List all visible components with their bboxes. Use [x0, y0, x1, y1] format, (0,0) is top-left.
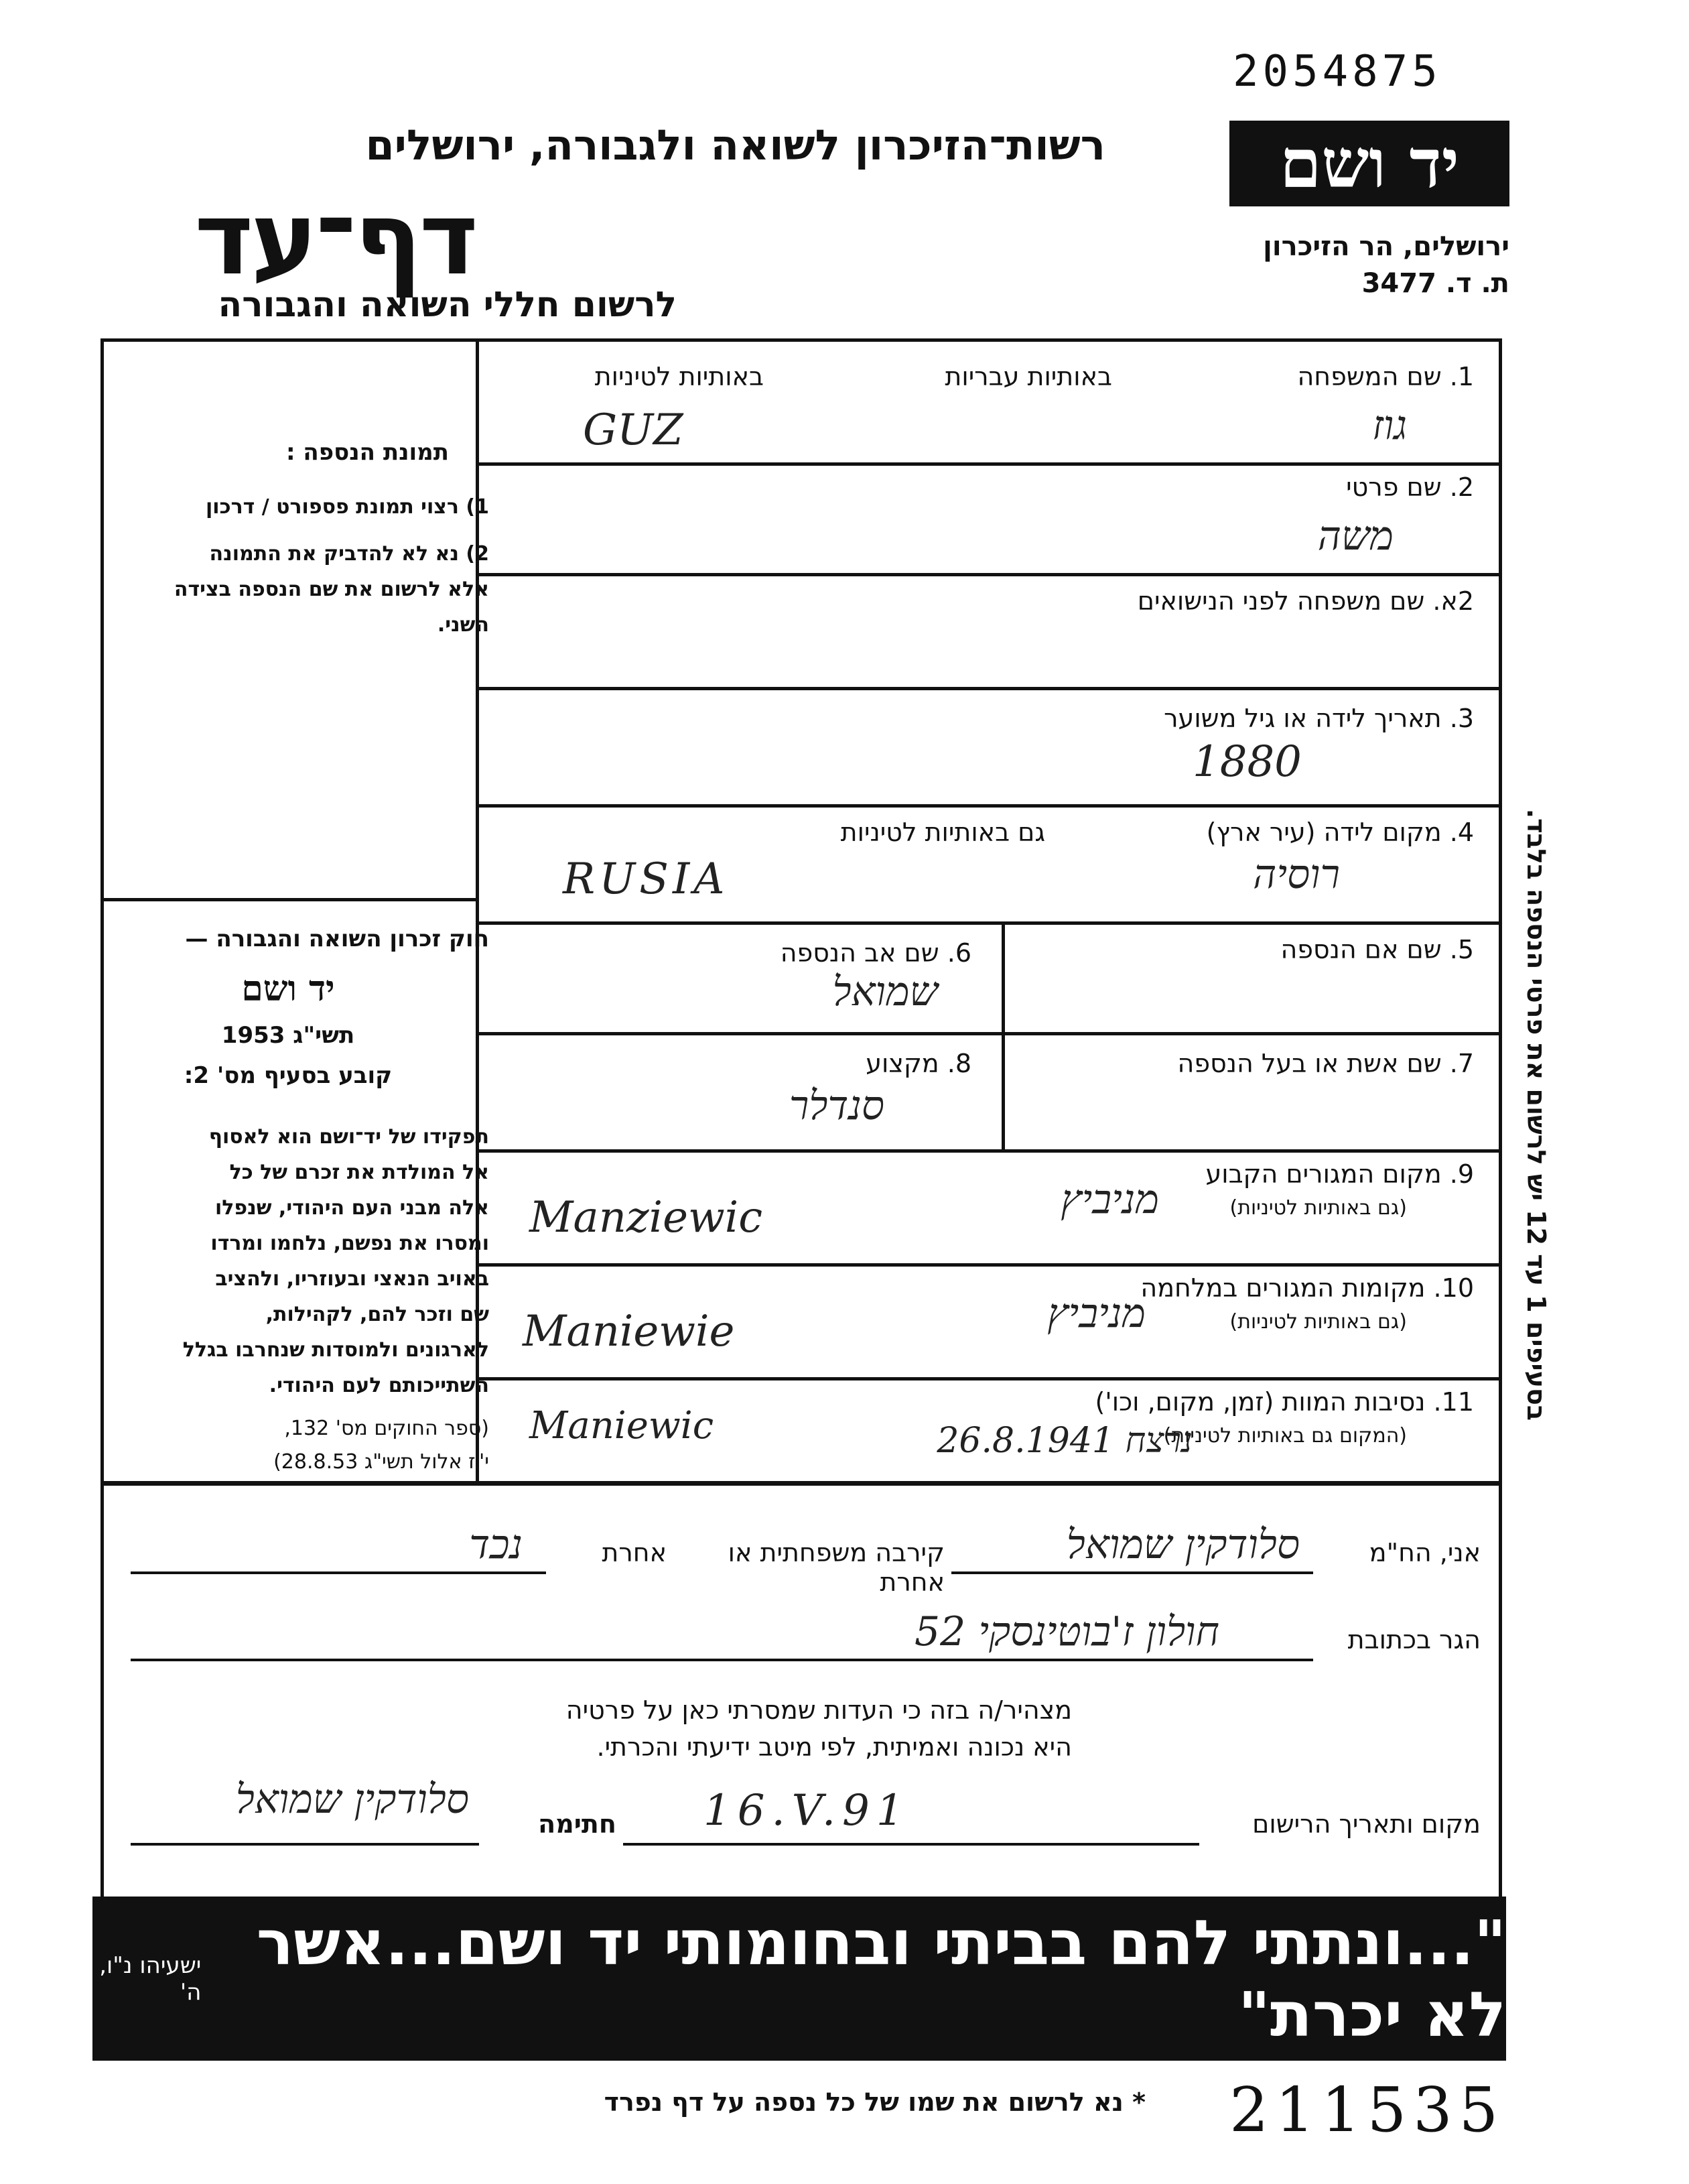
signature-label: חתימה: [538, 1809, 616, 1839]
row-line: [476, 1377, 1502, 1380]
field-1-hebrew-header: באותיות עבריות: [945, 362, 1112, 391]
row-line: [476, 921, 1502, 925]
law-body-8: השתייכותם לעם היהודי.: [269, 1374, 489, 1397]
field-2-label: 2. שם פרטי: [1346, 472, 1474, 502]
row-line: [476, 687, 1502, 690]
relation-line: [131, 1571, 546, 1574]
row-line: [476, 462, 1502, 466]
left-panel-divider: [100, 898, 477, 901]
law-body-3: אלה מבני העם היהודי, שנפלו: [214, 1196, 489, 1220]
law-line-3: תשי"ג 1953: [221, 1022, 355, 1049]
law-body-6: שם וזכר להם, לקהילות,: [265, 1303, 489, 1326]
row-line: [476, 1149, 1502, 1153]
photo-item-2-line2: אלא לרשום את שם הנספה בצידה: [174, 578, 489, 601]
field-4-label: 4. מקום לידה (עיר ארץ): [1206, 818, 1474, 847]
field-11-label: 11. נסיבות המוות (זמן, מקום, וכו'): [1095, 1387, 1474, 1417]
address-label: הגר בכתובת: [1347, 1625, 1481, 1655]
field-5-label: 5. שם אם הנספה: [1280, 935, 1474, 964]
statement-line-1: מצהיר/ה בזה כי העדות שמסרתי כאן על פרטיה: [565, 1695, 1072, 1725]
law-ref-1: (ספר החוקים מס' 132,: [284, 1417, 489, 1440]
serial-number-top: 2054875: [1233, 47, 1442, 97]
field-9-sub: (גם באותיות לטיניות): [1229, 1196, 1407, 1220]
field-8-label: 8. מקצוע: [866, 1049, 971, 1078]
declarant-value[interactable]: סלודקין שמואל: [1066, 1521, 1300, 1568]
field-1-value-latin[interactable]: GUZ: [583, 405, 683, 455]
law-line-2: יד ושם: [241, 968, 335, 1009]
declarant-label: אני, הח"מ: [1369, 1538, 1481, 1567]
authority-title: רשות־הזיכרון לשואה ולגבורה, ירושלים: [365, 121, 1105, 170]
row-line: [476, 573, 1502, 576]
form-title: דף־עד: [194, 181, 476, 298]
address-line: [131, 1659, 1313, 1661]
field-1-value-hebrew[interactable]: גוז: [1372, 402, 1407, 449]
side-note-wrap: [1511, 730, 1551, 1421]
place-date-line: [623, 1843, 1199, 1846]
field-10-sub: (גם באותיות לטיניות): [1229, 1310, 1407, 1334]
field-11-value-latin[interactable]: Maniewic: [529, 1404, 714, 1448]
declarant-line: [951, 1571, 1313, 1574]
field-11-value-hebrew[interactable]: נרצח 26.8.1941: [937, 1421, 1193, 1461]
split-divider: [1002, 921, 1005, 1153]
field-2-value[interactable]: משה: [1317, 513, 1394, 560]
signature-value[interactable]: סלודקין שמואל: [235, 1776, 469, 1823]
field-10-value-hebrew[interactable]: מניביץ: [1047, 1290, 1146, 1337]
banner-quote: "...ונתתי להם בביתי ובחומותי יד ושם...אשר לא יכרת": [256, 1907, 1506, 2051]
photo-item-1: 1) רצוי תמונת פספורט / דרכון: [205, 495, 489, 519]
banner-source: ישעיהו נ"ו, ה': [99, 1951, 202, 2006]
side-note: בסעיפים 1 עד 12 יש לרשום את פרטי הנספה בלבד.: [1522, 808, 1551, 1421]
field-6-value[interactable]: שמואל: [832, 968, 938, 1015]
place-date-label: מקום ותאריך הרישום: [1252, 1809, 1481, 1839]
field-9-value-latin[interactable]: Manziewic: [529, 1193, 763, 1242]
logo-po-box: ת. ד. 3477: [1361, 268, 1509, 299]
law-body-1: תפקידו של יד־ושם הוא לאסוף: [208, 1125, 489, 1149]
field-7-label: 7. שם אשת או בעל הנספה: [1177, 1049, 1474, 1078]
photo-item-2-line1: 2) נא לא להדביק את התמונה: [209, 542, 489, 566]
field-1-latin-header: באותיות לטיניות: [594, 362, 764, 391]
law-ref-2: י"ז אלול תשי"ג 28.8.53): [273, 1450, 489, 1474]
row-line: [476, 1263, 1502, 1267]
field-11-sub: (המקום גם באותיות לטיניות): [1163, 1424, 1407, 1448]
other-label: אחרת: [602, 1538, 667, 1567]
decl-left-border: [100, 1481, 104, 1897]
logo-address: ירושלים, הר הזיכרון: [1263, 231, 1509, 262]
law-body-7: לארגונים ולמוסדות שנחרבו בגלל: [182, 1338, 489, 1362]
field-3-value[interactable]: 1880: [1193, 737, 1302, 787]
field-2a-label: 2א. שם משפחה לפני הנישואים: [1137, 586, 1474, 616]
date-value[interactable]: 16.V.91: [703, 1786, 910, 1836]
relation-label: קירבה משפחתית או אחרת: [728, 1538, 945, 1597]
field-6-label: 6. שם אב הנספה: [780, 938, 971, 968]
quote-banner: [92, 1897, 1506, 2061]
serial-number-bottom: 211535: [1229, 2074, 1505, 2146]
address-value[interactable]: חולון ז'בוטינסקי 52: [914, 1608, 1219, 1655]
signature-line: [131, 1843, 479, 1846]
row-line: [476, 804, 1502, 808]
row-line: [100, 1481, 1502, 1484]
field-9-value-hebrew[interactable]: מניביץ: [1061, 1176, 1159, 1223]
field-10-value-latin[interactable]: Maniewie: [523, 1307, 735, 1356]
field-4-latin-header: גם באותיות לטיניות: [840, 818, 1045, 847]
field-1-label: 1. שם המשפחה: [1297, 362, 1474, 391]
field-8-value[interactable]: סנדלר: [789, 1082, 884, 1129]
field-3-label: 3. תאריך לידה או גיל משוער: [1164, 704, 1474, 733]
field-4-value-hebrew[interactable]: רוסיה: [1253, 851, 1340, 898]
law-line-4: קובע בסעיף מס' 2:: [184, 1062, 393, 1089]
yad-vashem-logo: יד ושם: [1229, 121, 1509, 206]
form-subtitle: לרשום חללי השואה והגבורה: [218, 285, 677, 325]
field-9-label: 9. מקום המגורים הקבוע: [1205, 1159, 1474, 1189]
decl-right-border: [1499, 1481, 1502, 1897]
law-line-1: חוק זכרון השואה והגבורה —: [185, 925, 489, 952]
law-body-2: אל המולדת את זכרם של כל: [229, 1161, 489, 1184]
photo-title: תמונת הנספה :: [286, 439, 449, 466]
relation-value[interactable]: נכד: [469, 1521, 523, 1568]
law-body-5: באויב הנאצי ובעוזריו, ולהציב: [215, 1267, 489, 1291]
law-body-4: ומסרו את נפשם, נלחמו ומרדו: [210, 1232, 489, 1255]
field-4-value-latin[interactable]: RUSIA: [563, 854, 729, 904]
field-10-label: 10. מקומות המגורים במלחמה: [1140, 1273, 1474, 1303]
photo-item-2-line3: השני.: [437, 613, 489, 637]
footer-note: * נא לרשום את שמו של כל נספה על דף נפרד: [604, 2087, 1146, 2117]
row-line: [476, 1032, 1502, 1035]
statement-line-2: היא נכונה ואמיתית, לפי מיטב ידיעתי והכרתי.: [596, 1732, 1072, 1762]
